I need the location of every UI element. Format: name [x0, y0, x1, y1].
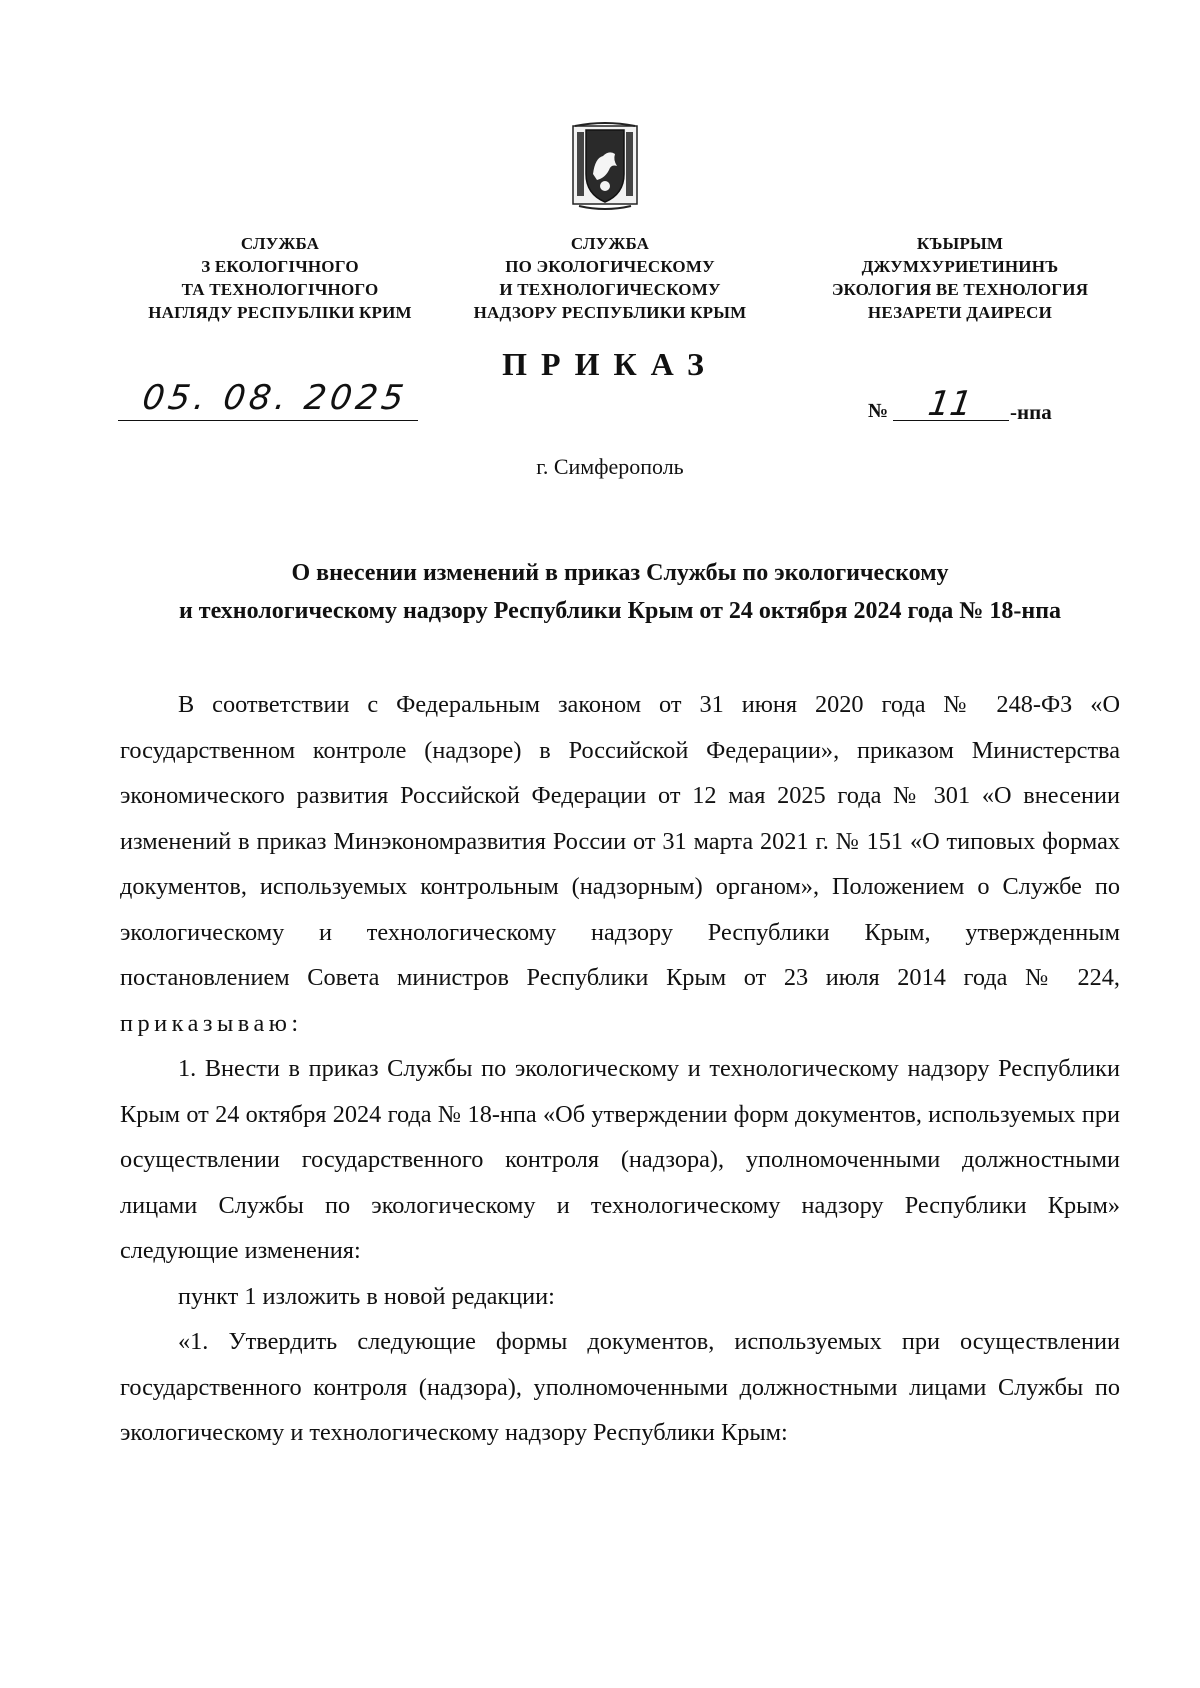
header-russian-line: ПО ЭКОЛОГИЧЕСКОМУ: [505, 257, 715, 276]
order-word: приказываю:: [120, 1009, 303, 1037]
clause-1-paragraph: 1. Внести в приказ Службы по экологическому и технологическому надзору Республики Крым от 24 октября 2024 года № 18-нпа «Об утверждении форм документов, используемых при осуществлении государственного контроля (надзора), уполномоченными должностными лицами Службы по экологическому и технологическому надзору Республики Крым» следующие изменения:: [120, 1055, 1120, 1264]
header-ukrainian-line: СЛУЖБА: [240, 234, 320, 253]
document-subject: [110, 554, 1130, 630]
preamble-paragraph: [120, 682, 1120, 1046]
header-ukrainian-line: НАГЛЯДУ РЕСПУБЛІКИ КРИМ: [148, 303, 412, 322]
number-label: №: [868, 400, 889, 422]
clause-point-paragraph: пункт 1 изложить в новой редакции:: [178, 1282, 555, 1310]
document-body: [120, 682, 1120, 1456]
handwritten-number: 11: [925, 384, 975, 424]
header-russian: [440, 232, 780, 324]
header-russian-line: И ТЕХНОЛОГИЧЕСКОМУ: [499, 280, 721, 299]
subject-line: и технологическому надзору Республики Крым от 24 октября 2024 года № 18-нпа: [178, 598, 1062, 624]
header-russian-line: НАДЗОРУ РЕСПУБЛИКИ КРЫМ: [473, 303, 747, 322]
document-type-title: ПРИКАЗ: [502, 346, 718, 382]
header-crimean-tatar-line: КЪЫРЫМ: [916, 234, 1004, 253]
header-ukrainian-line: З ЕКОЛОГІЧНОГО: [201, 257, 359, 276]
city: г. Симферополь: [536, 454, 684, 479]
header-ukrainian-line: ТА ТЕХНОЛОГІЧНОГО: [181, 280, 379, 299]
number-suffix: -нпа: [1010, 400, 1052, 424]
preamble-text: В соответствии с Федеральным законом от 31 июня 2020 года № 248-ФЗ «О государственном контроле (надзоре) в Российской Федерации», приказом Министерства экономического развития Российской Федерации от 12 мая 2025 года № 301 «О внесении изменений в приказ Минэкономразвития России от 31 марта 2021 г. № 151 «О типовых формах документов, используемых контрольным (надзорным) органом», Положением о Службе по экологическому и технологическому надзору Республики Крым, утвержденным постановлением Совета министров Республики Крым от 23 июля 2014 года № 224,: [120, 691, 1120, 991]
header-crimean-tatar-line: ДЖУМХУРИЕТИНИНЪ: [861, 257, 1059, 276]
header-ukrainian: [120, 232, 440, 324]
header-crimean-tatar-line: ЭКОЛОГИЯ ВЕ ТЕХНОЛОГИЯ: [831, 280, 1089, 299]
header-crimean-tatar-line: НЕЗАРЕТИ ДАИРЕСИ: [867, 303, 1053, 322]
header-russian-line: СЛУЖБА: [570, 234, 650, 253]
header-crimean-tatar: [790, 232, 1130, 324]
handwritten-date: 05. 08. 2025: [140, 378, 410, 418]
coat-of-arms-icon: [565, 122, 645, 212]
new-wording-paragraph: «1. Утвердить следующие формы документов, используемых при осуществлении государственного контроля (надзора), уполномоченными должностными лицами Службы по экологическому и технологическому надзору Республики Крым:: [120, 1328, 1120, 1446]
subject-line: О внесении изменений в приказ Службы по экологическому: [291, 560, 949, 586]
